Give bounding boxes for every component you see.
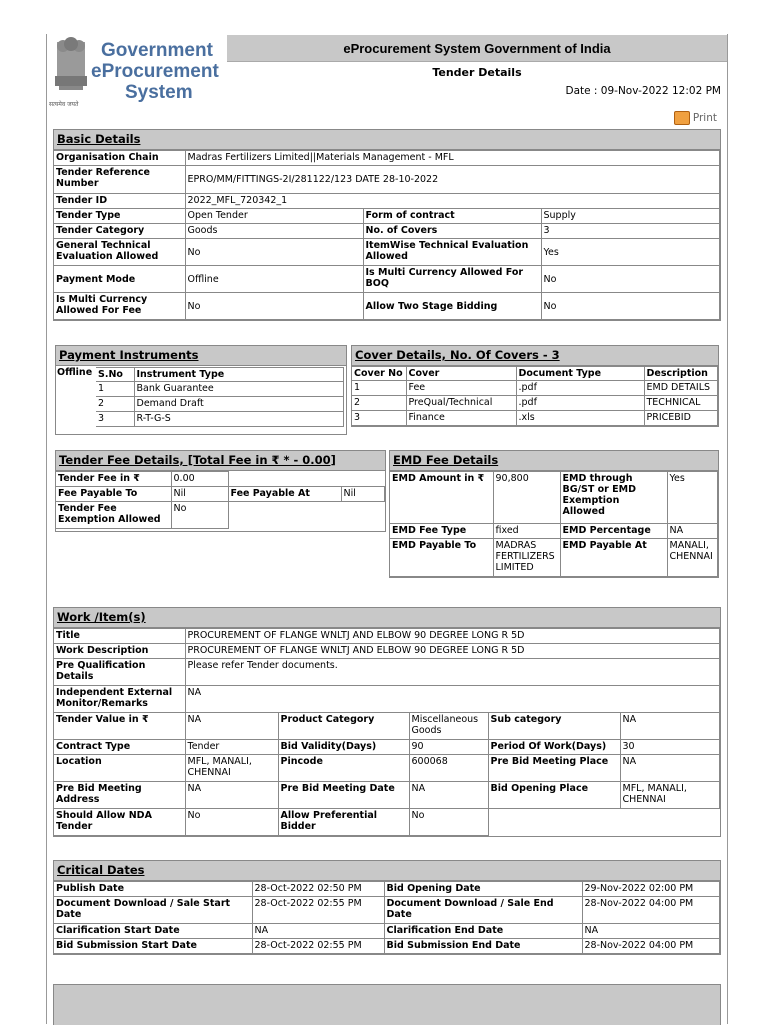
- tender-type-label: Tender Type: [54, 209, 185, 224]
- mcb-value: No: [541, 266, 720, 293]
- date-label: Bid Submission Start Date: [54, 939, 252, 954]
- logo-text: [91, 40, 219, 103]
- doc-type: .pdf: [516, 381, 644, 396]
- cover-no: 1: [352, 381, 406, 396]
- cover-name: Finance: [406, 411, 516, 426]
- cover-title: Cover Details, No. Of Covers - 3: [355, 348, 560, 362]
- date-label: Clarification End Date: [384, 924, 582, 939]
- prebid-address-value: NA: [185, 782, 278, 809]
- fee-exempt-label: Tender Fee Exemption Allowed: [56, 502, 171, 529]
- form-contract-label: Form of contract: [363, 209, 541, 224]
- bid-validity-value: 90: [409, 740, 488, 755]
- dates-title: Critical Dates: [57, 863, 145, 877]
- fee-label: Tender Fee in ₹: [56, 472, 171, 487]
- doc-type-header: Document Type: [516, 367, 644, 381]
- date-value: 28-Nov-2022 04:00 PM: [582, 939, 720, 954]
- cover-no: 2: [352, 396, 406, 411]
- payment-title: Payment Instruments: [59, 348, 199, 362]
- date-label: Document Download / Sale Start Date: [54, 897, 252, 924]
- section-header: [390, 451, 718, 471]
- sno-header: S.No: [96, 368, 134, 382]
- emd-payat-value: MANALI, CHENNAI: [667, 539, 718, 577]
- instrument-sno: 3: [96, 412, 134, 427]
- ref-label: Tender Reference Number: [54, 166, 185, 194]
- emblem-caption: सत्यमेव जयते: [49, 101, 79, 108]
- prebid-date-label: Pre Bid Meeting Date: [278, 782, 409, 809]
- pq-value: Please refer Tender documents.: [185, 659, 720, 686]
- covers-value: 3: [541, 224, 720, 239]
- payment-mode-label: Payment Mode: [54, 266, 185, 293]
- basic-details-table: [54, 150, 720, 320]
- cover-name: PreQual/Technical: [406, 396, 516, 411]
- tsb-label: Allow Two Stage Bidding: [363, 293, 541, 320]
- fee-value: 0.00: [171, 472, 228, 487]
- instrument-type: R-T-G-S: [134, 412, 344, 427]
- date-value: 29-Nov-2022 02:00 PM: [582, 882, 720, 897]
- section-header: [54, 608, 720, 628]
- fee-title: Tender Fee Details, [Total Fee in ₹ * - 0.00]: [59, 453, 336, 467]
- tender-id-value: 2022_MFL_720342_1: [185, 194, 720, 209]
- tender-type-value: Open Tender: [185, 209, 363, 224]
- page-date: Date : 09-Nov-2022 12:02 PM: [565, 85, 721, 97]
- page: [46, 34, 728, 1024]
- emd-pct-label: EMD Percentage: [560, 524, 667, 539]
- emd-type-value: fixed: [493, 524, 560, 539]
- date-value: 28-Oct-2022 02:55 PM: [252, 897, 384, 924]
- cover-no-header: Cover No: [352, 367, 406, 381]
- location-label: Location: [54, 755, 185, 782]
- date-label: Document Download / Sale End Date: [384, 897, 582, 924]
- period-work-label: Period Of Work(Days): [488, 740, 620, 755]
- org-chain-label: Organisation Chain: [54, 151, 185, 166]
- basic-details-section: [53, 129, 721, 321]
- tender-fee-section: [55, 450, 386, 532]
- emd-type-label: EMD Fee Type: [390, 524, 493, 539]
- date-label: Bid Submission End Date: [384, 939, 582, 954]
- ref-value: EPRO/MM/FITTINGS-2I/281122/123 DATE 28-10-2022: [185, 166, 720, 194]
- fee-payat-label: Fee Payable At: [228, 487, 341, 502]
- ite-value: Yes: [541, 239, 720, 266]
- date-value: NA: [582, 924, 720, 939]
- prebid-date-value: NA: [409, 782, 488, 809]
- emd-table: [390, 471, 718, 577]
- cover-no: 3: [352, 411, 406, 426]
- emd-pct-value: NA: [667, 524, 718, 539]
- fee-payat-value: Nil: [341, 487, 385, 502]
- logo-line2: eProcurement: [91, 61, 219, 82]
- nda-label: Should Allow NDA Tender: [54, 809, 185, 836]
- covers-label: No. of Covers: [363, 224, 541, 239]
- printer-icon: [674, 111, 690, 125]
- date-value: 28-Oct-2022 02:50 PM: [252, 882, 384, 897]
- print-label: Print: [692, 112, 717, 124]
- instrument-sno: 1: [96, 382, 134, 397]
- table-row: [54, 924, 720, 939]
- bid-validity-label: Bid Validity(Days): [278, 740, 409, 755]
- emd-fee-section: [389, 450, 719, 578]
- table-row: [54, 939, 720, 954]
- page-title: Tender Details: [432, 66, 522, 79]
- date-label: Bid Opening Date: [384, 882, 582, 897]
- instrument-table: [96, 367, 344, 427]
- sub-category-label: Sub category: [488, 713, 620, 740]
- site-logo[interactable]: [49, 36, 239, 110]
- sub-category-value: NA: [620, 713, 720, 740]
- contract-type-value: Tender: [185, 740, 278, 755]
- date-value: NA: [252, 924, 384, 939]
- emd-payat-label: EMD Payable At: [560, 539, 667, 577]
- system-title: eProcurement System Government of India: [343, 41, 611, 56]
- mcb-label: Is Multi Currency Allowed For BOQ: [363, 266, 541, 293]
- emd-bg-label: EMD through BG/ST or EMD Exemption Allowed: [560, 472, 667, 524]
- pincode-label: Pincode: [278, 755, 409, 782]
- date-value: 28-Oct-2022 02:55 PM: [252, 939, 384, 954]
- bid-opening-place-value: MFL, MANALI, CHENNAI: [620, 782, 720, 809]
- fee-exempt-value: No: [171, 502, 228, 529]
- instrument-sno: 2: [96, 397, 134, 412]
- preferential-label: Allow Preferential Bidder: [278, 809, 409, 836]
- contract-type-label: Contract Type: [54, 740, 185, 755]
- section-header: [56, 451, 385, 471]
- pincode-value: 600068: [409, 755, 488, 782]
- section-header: [54, 130, 720, 150]
- section-header: [56, 346, 346, 366]
- section-header: [54, 861, 720, 881]
- gte-value: No: [185, 239, 363, 266]
- emd-payto-value: MADRAS FERTILIZERS LIMITED: [493, 539, 560, 577]
- work-title-value: PROCUREMENT OF FLANGE WNLTJ AND ELBOW 90 DEGREE LONG R 5D: [185, 629, 720, 644]
- ite-label: ItemWise Technical Evaluation Allowed: [363, 239, 541, 266]
- work-table: [54, 628, 720, 836]
- emd-amount-value: 90,800: [493, 472, 560, 524]
- table-row: [352, 381, 718, 396]
- emd-payto-label: EMD Payable To: [390, 539, 493, 577]
- table-row: [352, 396, 718, 411]
- bid-opening-place-label: Bid Opening Place: [488, 782, 620, 809]
- pq-label: Pre Qualification Details: [54, 659, 185, 686]
- work-desc-label: Work Description: [54, 644, 185, 659]
- mcf-label: Is Multi Currency Allowed For Fee: [54, 293, 185, 320]
- cover-description: EMD DETAILS: [644, 381, 718, 396]
- doc-type: .pdf: [516, 396, 644, 411]
- cover-name: Fee: [406, 381, 516, 396]
- print-button[interactable]: [674, 111, 717, 125]
- work-title: Work /Item(s): [57, 610, 146, 624]
- emblem-icon: [49, 36, 93, 110]
- payment-mode-value: Offline: [185, 266, 363, 293]
- doc-type: .xls: [516, 411, 644, 426]
- org-chain-value: Madras Fertilizers Limited||Materials Management - MFL: [185, 151, 720, 166]
- payment-instruments-section: [55, 345, 347, 435]
- fee-payto-value: Nil: [171, 487, 228, 502]
- iem-value: NA: [185, 686, 720, 713]
- date-value: 28-Nov-2022 04:00 PM: [582, 897, 720, 924]
- tender-category-value: Goods: [185, 224, 363, 239]
- payment-mode: Offline: [57, 367, 93, 378]
- date-label: Clarification Start Date: [54, 924, 252, 939]
- prebid-place-value: NA: [620, 755, 720, 782]
- mcf-value: No: [185, 293, 363, 320]
- nda-value: No: [185, 809, 278, 836]
- description-header: Description: [644, 367, 718, 381]
- location-value: MFL, MANALI, CHENNAI: [185, 755, 278, 782]
- product-category-value: Miscellaneous Goods: [409, 713, 488, 740]
- cover-header: Cover: [406, 367, 516, 381]
- cover-table: [352, 366, 718, 426]
- tender-value: NA: [185, 713, 278, 740]
- work-desc-value: PROCUREMENT OF FLANGE WNLTJ AND ELBOW 90 DEGREE LONG R 5D: [185, 644, 720, 659]
- work-items-section: [53, 607, 721, 837]
- instrument-type: Demand Draft: [134, 397, 344, 412]
- fee-payto-label: Fee Payable To: [56, 487, 171, 502]
- emd-title: EMD Fee Details: [393, 453, 499, 467]
- cover-description: TECHNICAL: [644, 396, 718, 411]
- section-header: [352, 346, 718, 366]
- critical-dates-section: [53, 860, 721, 955]
- table-row: [54, 897, 720, 924]
- tender-category-label: Tender Category: [54, 224, 185, 239]
- prebid-place-label: Pre Bid Meeting Place: [488, 755, 620, 782]
- gte-label: General Technical Evaluation Allowed: [54, 239, 185, 266]
- type-header: Instrument Type: [134, 368, 344, 382]
- cover-details-section: [351, 345, 719, 427]
- form-contract-value: Supply: [541, 209, 720, 224]
- basic-details-title: Basic Details: [57, 132, 141, 146]
- date-label: Publish Date: [54, 882, 252, 897]
- iem-label: Independent External Monitor/Remarks: [54, 686, 185, 713]
- prebid-address-label: Pre Bid Meeting Address: [54, 782, 185, 809]
- product-category-label: Product Category: [278, 713, 409, 740]
- tender-id-label: Tender ID: [54, 194, 185, 209]
- work-title-label: Title: [54, 629, 185, 644]
- logo-line1: Government: [101, 40, 213, 61]
- table-row: [352, 411, 718, 426]
- emd-bg-value: Yes: [667, 472, 718, 524]
- tsb-value: No: [541, 293, 720, 320]
- preferential-value: No: [409, 809, 488, 836]
- cover-description: PRICEBID: [644, 411, 718, 426]
- period-work-value: 30: [620, 740, 720, 755]
- emd-amount-label: EMD Amount in ₹: [390, 472, 493, 524]
- table-row: [54, 882, 720, 897]
- logo-line3: System: [125, 82, 193, 103]
- tender-value-label: Tender Value in ₹: [54, 713, 185, 740]
- instrument-type: Bank Guarantee: [134, 382, 344, 397]
- dates-table: [54, 881, 720, 954]
- next-section-header: [53, 984, 721, 1025]
- fee-table: [56, 471, 385, 529]
